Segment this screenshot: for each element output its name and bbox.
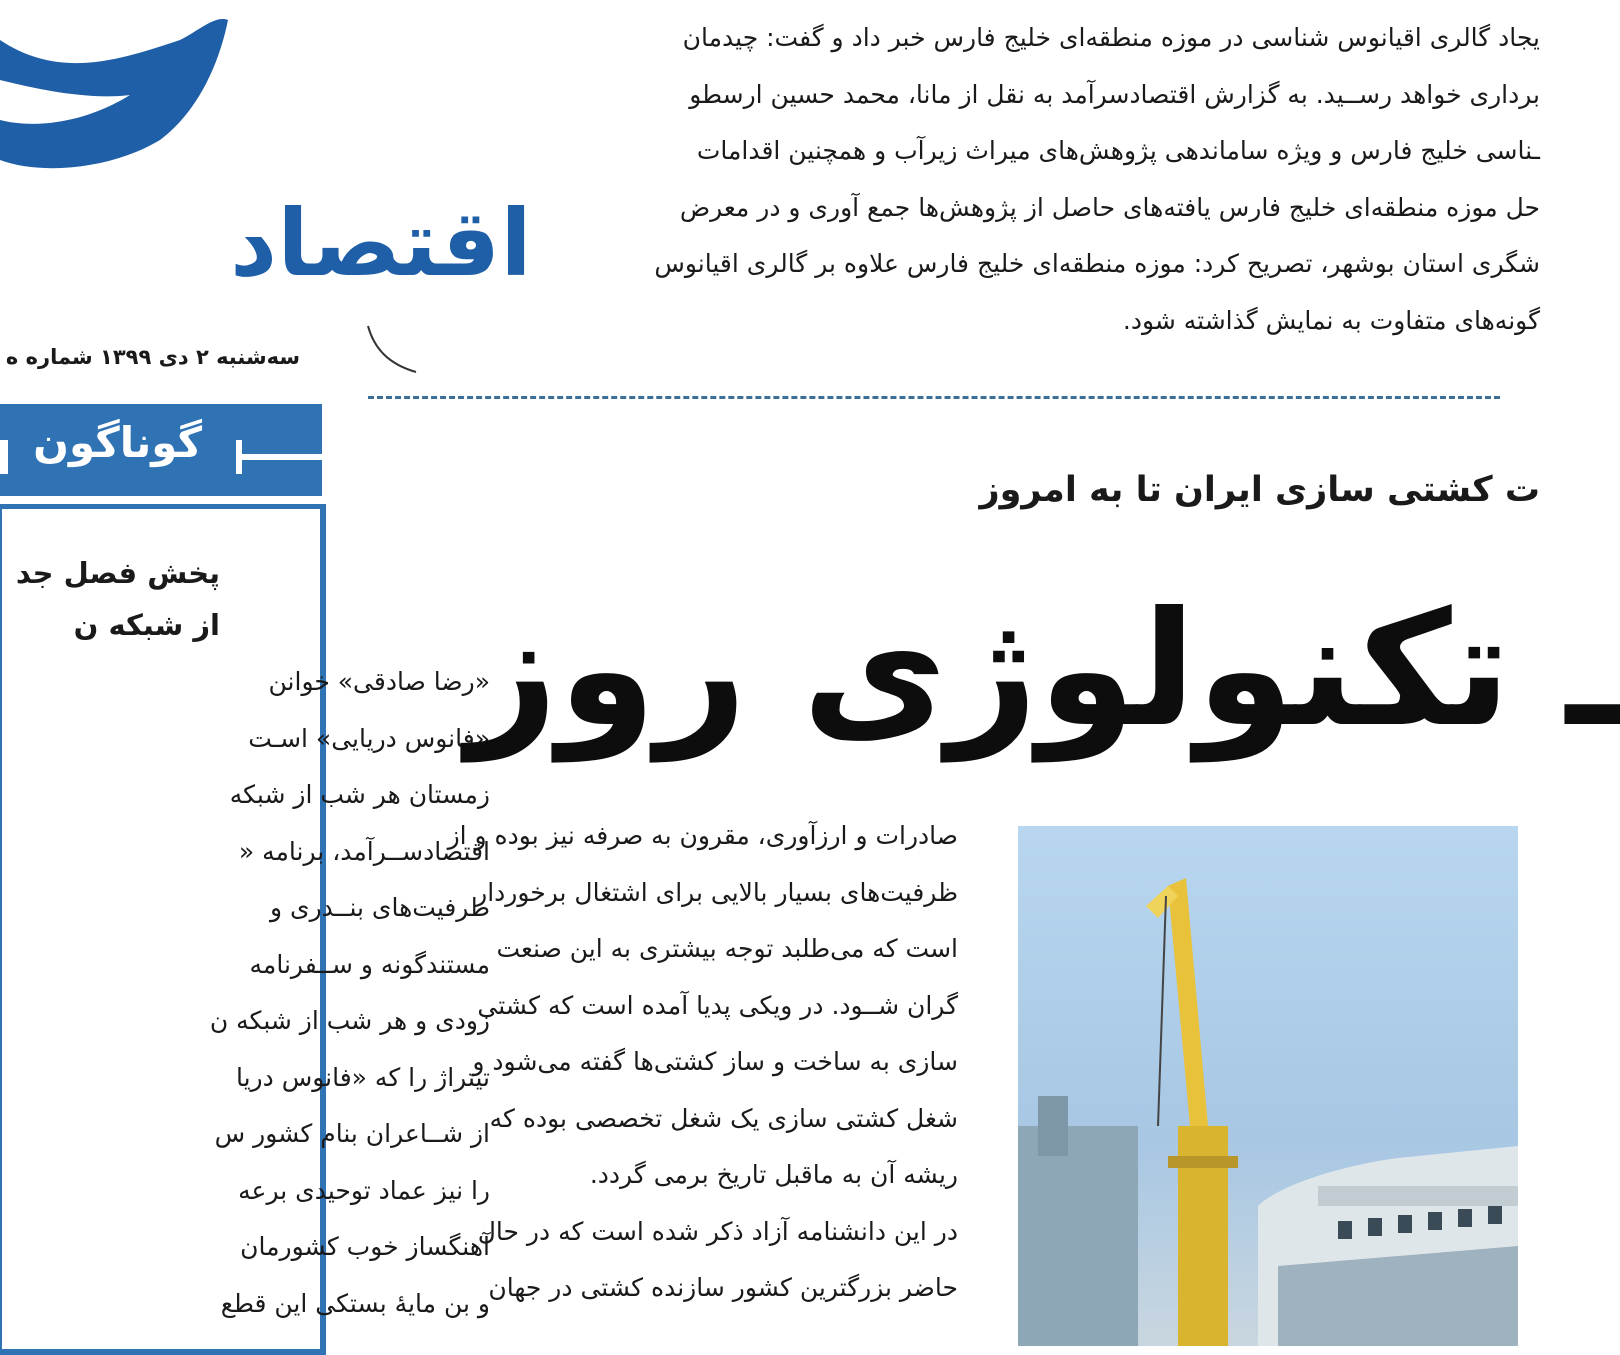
left-body-line: از شــاعران بنام کشور س <box>214 1119 490 1148</box>
corner-ornament-graphic <box>360 320 430 380</box>
feature-body-line: سازی به ساخت و ساز کشتی‌ها گفته می‌شود و <box>472 1047 958 1076</box>
shipyard-photo-graphic <box>1018 826 1518 1346</box>
top-article-line: گونه‌های متفاوت به نمایش گذاشته شود. <box>1122 305 1540 335</box>
feature-body-line: صادرات و ارزآوری، مقرون به صرفه نیز بوده و از <box>447 821 958 850</box>
dashed-divider <box>368 396 1500 399</box>
shipyard-photo <box>1018 826 1518 1346</box>
top-article-line: شگری استان بوشهر، تصریح کرد: موزه منطقه‌ای خلیج فارس علاوه بر گالری اقیانوس <box>654 249 1540 278</box>
feature-kicker: ت کشتی سازی ایران تا به امروز <box>979 470 1540 510</box>
feature-body-line: گران شــود. در ویکی پدیا آمده است که کشتی <box>477 990 958 1020</box>
section-header-inner <box>0 410 322 488</box>
left-body-line: آهنگساز خوب کشورمان <box>240 1232 490 1261</box>
logo-graphic <box>0 0 532 310</box>
top-article-line: حل موزه منطقه‌ای خلیج فارس یافته‌های حاصل از پژوهش‌ها جمع آوری و در معرض <box>679 192 1540 222</box>
section-title: گوناگون <box>33 418 202 467</box>
left-headline-line: پخش فصل جد <box>15 556 220 590</box>
feature-body <box>368 808 958 1317</box>
top-article-line: برداری خواهد رســید. به گزارش اقتصادسرآمد به نقل از مانا، محمد حسین ارسطو <box>689 79 1540 109</box>
left-headline-line: از شبکه ن <box>73 608 220 642</box>
left-body-line: را نیز عماد توحیدی برعه <box>238 1175 490 1205</box>
logo-text: اقتصاد <box>230 190 532 297</box>
feature-body-line: ریشه آن به ماقبل تاریخ برمی گردد. <box>589 1160 958 1189</box>
section-left-tick <box>0 440 8 474</box>
feature-body-line: حاضر بزرگترین کشور سازنده کشتی در جهان <box>488 1273 958 1302</box>
top-article-line: یجاد گالری اقیانوس شناسی در موزه منطقه‌ای خلیج فارس خبر داد و گفت: چیدمان <box>682 23 1540 52</box>
feature-body-line: در این دانشنامه آزاد ذکر شده است که در حال <box>477 1216 958 1246</box>
left-body-line: «رضا صادقی» خوانن <box>268 667 490 696</box>
section-bar <box>236 454 322 460</box>
left-body-line: و بن مایهٔ بستکی این قطع <box>220 1288 490 1318</box>
date-issue-line: سه‌شنبه ۲ دی ۱۳۹۹ شماره ه <box>5 345 300 369</box>
section-header <box>0 404 322 496</box>
feature-body-line: شغل کشتی سازی یک شغل تخصصی بوده که <box>489 1103 958 1133</box>
feature-body-line: ظرفیت‌های بسیار بالایی برای اشتغال برخوردار <box>475 877 958 907</box>
feature-headline: ـ تکنولوژی روز <box>466 578 1620 762</box>
masthead-logo <box>0 0 532 310</box>
left-news-box <box>0 504 490 1355</box>
left-body-line: زودی و هر شب از شبکه ن <box>209 1006 490 1035</box>
feature-body-line: است که می‌طلبد توجه بیشتری به این صنعت <box>496 934 958 963</box>
left-body-line: اقتصادســرآمد، برنامه « <box>238 836 490 866</box>
left-body-line: مستندگونه و ســفرنامه <box>249 949 490 979</box>
left-body-line: زمستان هر شب از شبکه <box>229 780 490 809</box>
top-article <box>400 10 1540 349</box>
corner-ornament <box>360 320 430 380</box>
left-headline <box>0 547 220 651</box>
left-body-line: ظرفیت‌های بنــدری و <box>270 893 490 922</box>
left-body-line: «فانوس دریایی» اسـت <box>248 723 490 753</box>
top-article-line: ـناسی خلیج فارس و ویژه ساماندهی پژوهش‌های میراث زیرآب و همچنین اقدامات <box>696 136 1540 165</box>
left-body-line: تیتراژ را که «فانوس دریا <box>235 1062 490 1092</box>
